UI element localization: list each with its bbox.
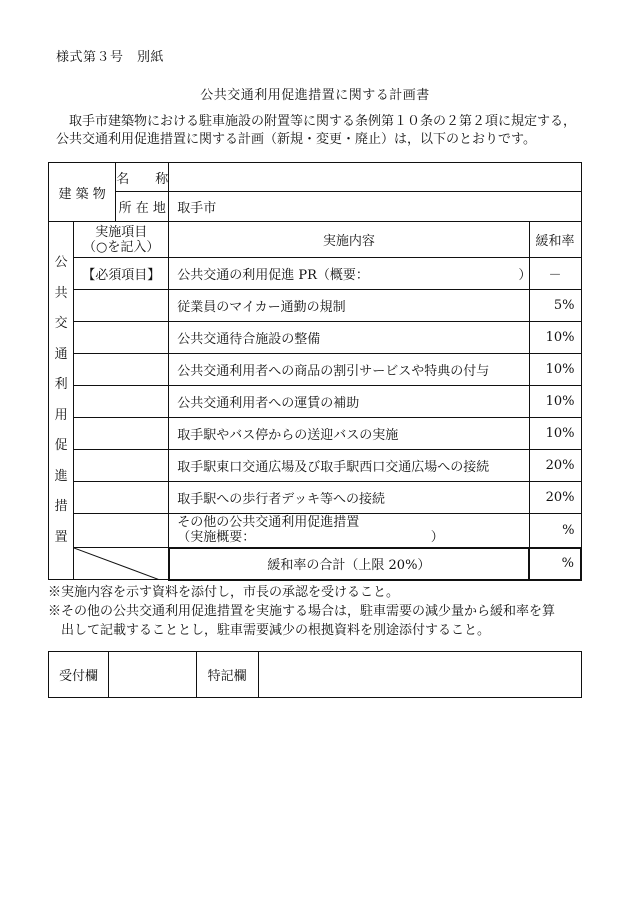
measure-check-cell[interactable] — [74, 322, 169, 354]
location-field[interactable]: 取手市 — [169, 192, 581, 222]
measure-rate: － — [529, 258, 581, 290]
measure-rate: 10% — [529, 418, 581, 450]
measure-rate: 5% — [529, 290, 581, 322]
office-use-table — [48, 651, 582, 698]
measure-content: 公共交通利用者への商品の割引サービスや特典の付与 — [169, 354, 529, 386]
col-header-item-line2: （○を記入） — [83, 239, 160, 255]
col-header-rate: 緩和率 — [529, 222, 581, 258]
measure-check-cell[interactable] — [74, 418, 169, 450]
measure-check-cell[interactable] — [74, 386, 169, 418]
measure-rate: 10% — [529, 354, 581, 386]
col-header-item-line1: 実施項目 — [95, 224, 148, 240]
measure-content: 公共交通待合施設の整備 — [169, 322, 529, 354]
total-rate[interactable]: % — [529, 548, 581, 580]
form-code: 様式第３号 別紙 — [56, 50, 165, 65]
other-measure-rate[interactable]: % — [529, 514, 581, 548]
intro-line-1: 取手市建築物における駐車施設の附置等に関する条例第１０条の２第２項に規定する， — [69, 114, 577, 129]
other-measure-content — [169, 514, 529, 548]
side-label-char: 公 — [54, 255, 68, 270]
plan-table — [48, 162, 582, 581]
col-header-item — [74, 222, 169, 258]
measure-rate: 10% — [529, 322, 581, 354]
measure-content: 公共交通利用者への運賃の補助 — [169, 386, 529, 418]
intro-line-2: 公共交通利用促進措置に関する計画（新規・変更・廃止）は，以下のとおりです。 — [56, 132, 536, 147]
measure-content: 取手駅東口交通広場及び取手駅西口交通広場への接続 — [169, 450, 529, 482]
measure-check-cell[interactable] — [74, 482, 169, 514]
note-2-line2: 出して記載することとし，駐車需要減少の根拠資料を別途添付すること。 — [61, 623, 491, 638]
side-label-char: 利 — [54, 377, 68, 392]
measure-content: 取手駅やバス停からの送迎バスの実施 — [169, 418, 529, 450]
intro-text — [56, 113, 586, 149]
measures-side-label — [49, 222, 74, 580]
measure-rate: 20% — [529, 450, 581, 482]
measure-content: 従業員のマイカー通勤の規制 — [169, 290, 529, 322]
receipt-field[interactable] — [108, 652, 196, 698]
name-label: 名 称 — [116, 163, 169, 192]
side-label-char: 交 — [54, 316, 68, 331]
measure-check-cell[interactable] — [74, 354, 169, 386]
diagonal-line — [74, 548, 160, 580]
side-label-char: 進 — [54, 468, 68, 484]
measure-rate: 10% — [529, 386, 581, 418]
special-notes-field[interactable] — [258, 652, 581, 698]
side-label-char: 置 — [54, 529, 68, 545]
receipt-label: 受付欄 — [49, 652, 109, 698]
measure-rate: 20% — [529, 482, 581, 514]
total-label: 緩和率の合計（上限 20%） — [169, 548, 529, 580]
other-measure-line1: その他の公共交通利用促進措置 — [177, 515, 360, 531]
measure-check-cell[interactable] — [74, 290, 169, 322]
note-2-line1: ※その他の公共交通利用促進措置を実施する場合は，駐車需要の減少量から緩和率を算 — [48, 604, 556, 619]
note-1: ※実施内容を示す資料を添付し，市長の承認を受けること。 — [48, 585, 400, 600]
page-title: 公共交通利用促進措置に関する計画書 — [200, 88, 430, 103]
diagonal-cell — [74, 548, 169, 580]
required-label: 【必須項目】 — [74, 258, 169, 290]
name-field[interactable] — [169, 163, 581, 192]
special-notes-label: 特記欄 — [196, 652, 258, 698]
location-label: 所 在 地 — [116, 192, 169, 222]
side-label-char: 用 — [54, 407, 68, 423]
col-header-content: 実施内容 — [169, 222, 529, 258]
measure-content: 取手駅への歩行者デッキ等への接続 — [169, 482, 529, 514]
side-label-char: 措 — [54, 499, 68, 514]
other-measure-line2: （実施概要： ） — [177, 530, 444, 546]
measure-content: 公共交通の利用促進 PR（概要： ） — [169, 258, 529, 290]
side-label-char: 通 — [54, 346, 68, 362]
side-label-char: 促 — [54, 438, 68, 453]
measure-check-cell[interactable] — [74, 450, 169, 482]
side-label-char: 共 — [54, 285, 68, 301]
measure-check-cell[interactable] — [74, 514, 169, 548]
notes — [48, 583, 588, 640]
building-header: 建 築 物 — [49, 163, 116, 222]
